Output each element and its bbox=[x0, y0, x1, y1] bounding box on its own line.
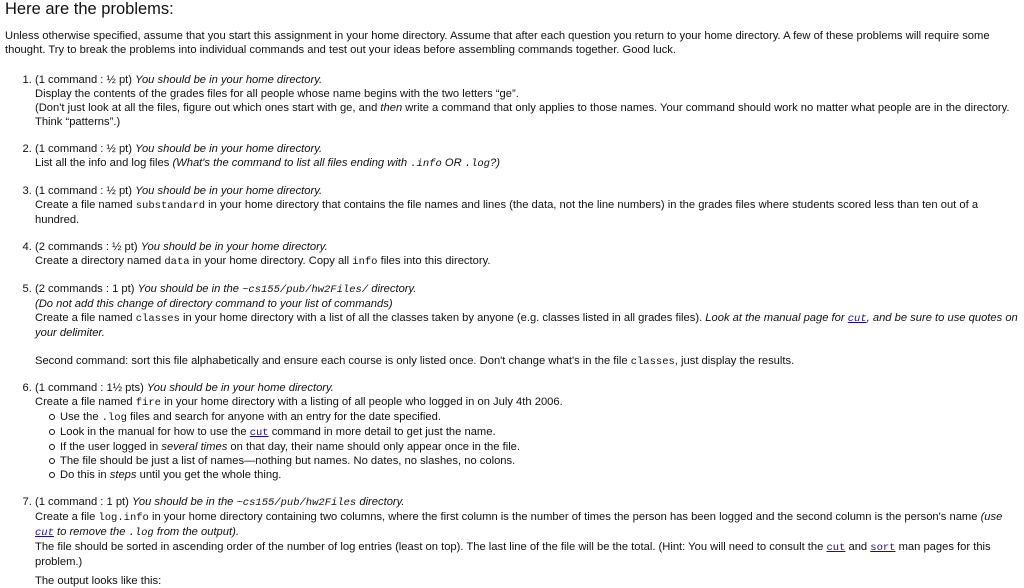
problem-list bbox=[5, 73, 1018, 569]
code-info-files: info bbox=[352, 256, 378, 268]
code-classes: classes bbox=[135, 313, 180, 325]
code-classes-2: classes bbox=[630, 356, 675, 368]
page-title: Here are the problems: bbox=[5, 0, 174, 18]
problem-6: 6. (1 command : 1½ pts) You should be in your home directory. Create a file named fire in your home directory with a listing of all people who logged in on July 4th 2006. Use the .log files and search for anyone with an entry for the date specified. Look in the manual for how to use the cut command in more detail to get just the name. If the user logged in several times on that day, their name should only appear once in the file. The file should be just a list of names—nothing but names. No dates, no slashes, no colons. Do this in steps until you get the whole thing. bbox=[35, 381, 1018, 482]
problem-2-location: You should be in your home directory. bbox=[135, 143, 323, 155]
problem-7: 7. (1 command : 1 pt) You should be in the ~cs155/pub/hw2Files directory. Create a file log.info in your home directory containing two columns, where the first column is the number of times the person has been logged and the second column is the person's name (use cut to remove the .log from the output). The file should be sorted in ascending order of the number of log entries (least on top). The last line of the file will be the total. (Hint: You will need to consult the cut and sort man pages for this problem.) bbox=[35, 495, 1018, 569]
code-fire: fire bbox=[135, 397, 161, 409]
list-item: Look in the manual for how to use the cut command in more detail to get just the name. bbox=[49, 425, 1018, 440]
code-substandard: substandard bbox=[135, 200, 206, 212]
problem-1: 1. (1 command : ½ pt) You should be in your home directory. Display the contents of the grades files for all people whose name begins with the two letters “ge”. (Don't just look at all the files, figure out which ones start with ge, and then write a command that only applies to those names. Your command should work no matter what people are in the directory. Think “patterns”.) bbox=[35, 73, 1018, 129]
sort-man-link[interactable]: sort bbox=[870, 542, 896, 554]
list-item: The file should be just a list of names—nothing but names. No dates, no slashes, no colons. bbox=[49, 454, 1018, 468]
list-item: Do this in steps until you get the whole thing. bbox=[49, 468, 1018, 482]
output-intro-text: The output looks like this: bbox=[35, 575, 162, 587]
code-log: .log bbox=[464, 158, 490, 170]
problem-5-location: You should be in the ~cs155/pub/hw2Files/ directory. bbox=[137, 283, 417, 296]
cut-man-link[interactable]: cut bbox=[847, 313, 867, 325]
list-item: If the user logged in several times on that day, their name should only appear once in the file. bbox=[49, 440, 1018, 454]
problem-3-location: You should be in your home directory. bbox=[135, 185, 323, 197]
cut-man-link[interactable]: cut bbox=[826, 542, 846, 554]
problem-4-location: You should be in your home directory. bbox=[140, 241, 328, 253]
problem-6-hints bbox=[35, 410, 1018, 482]
code-data: data bbox=[164, 256, 190, 268]
cut-man-link[interactable]: cut bbox=[35, 527, 54, 539]
cut-man-link[interactable]: cut bbox=[249, 427, 269, 439]
intro-paragraph: Unless otherwise specified, assume that you start this assignment in your home directory. Assume that after each question you return to your home directory. A few of these problems will require some thought. Try to break the problems into individual commands and test out your ideas before assembling commands together. Good luck. bbox=[5, 30, 990, 56]
problem-1-location: You should be in your home directory. bbox=[135, 74, 323, 86]
problem-6-location: You should be in your home directory. bbox=[146, 382, 334, 394]
problem-5: 5. (2 commands : 1 pt) You should be in the ~cs155/pub/hw2Files/ directory. (Do not add this change of directory command to your list of commands) Create a file named classes in your home directory with a list of all the classes taken by anyone (e.g. classes listed in all grades files). Look at the manual page for cut, and be sure to use quotes on your delimiter. Second command: sort this file alphabetically and ensure each course is only listed once. Don't change what's in the file classes, just display the results. bbox=[35, 282, 1018, 369]
problem-4: 4. (2 commands : ½ pt) You should be in your home directory. Create a directory named data in your home directory. Copy all info files into this directory. bbox=[35, 240, 1018, 269]
list-item: Use the .log files and search for anyone with an entry for the date specified. bbox=[49, 410, 1018, 425]
problem-3: 3. (1 command : ½ pt) You should be in your home directory. Create a file named substandard in your home directory that contains the file names and lines (the data, not the line numbers) in the grades files where students scored less than ten out of a hundred. bbox=[35, 184, 1018, 227]
problem-2: 2. (1 command : ½ pt) You should be in your home directory. List all the info and log files (What's the command to list all files ending with .info OR .log?) bbox=[35, 142, 1018, 171]
problem-7-location: You should be in the ~cs155/pub/hw2Files directory. bbox=[132, 496, 405, 509]
code-log-info: log.info bbox=[98, 512, 149, 524]
code-info: .info bbox=[410, 158, 442, 170]
